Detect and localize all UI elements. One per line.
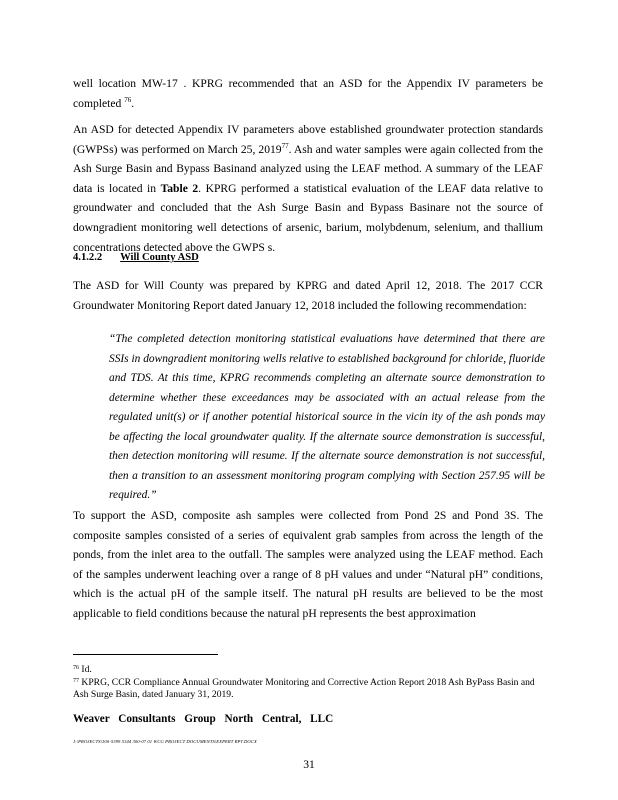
table-reference: Table 2 xyxy=(160,181,199,195)
section-number: 4.1.2.2 xyxy=(73,252,103,263)
footnote-ref-77[interactable]: 77 xyxy=(281,141,289,150)
asd-paragraph: An ASD for detected Appendix IV parameters above established groundwater protection standards (GWPSs) was performed on March 25, 2019$^{77}$. Ash and water samples were again collected from the Ash Surge Basin and Bypass Basinand analyzed using the LEAF method. A summary of the LEAF data is located in Table 2. KPRG performed a statistical evaluation of the LEAF data relative to groundwater and concluded that the Ash Surge Basin and Bypass Basinare not the source of downgradient monitoring well detections of arsenic, barium, molybdenum, selenium, and thallium concentrations detected above the GWPS s. xyxy=(73,123,543,254)
will-county-paragraph: The ASD for Will County was prepared by KPRG and dated April 12, 2018. The 2017 CCR Groundwater Monitoring Report dated January 12, 2018 included the following recommendation: xyxy=(73,279,543,312)
footnote-77: $^{77}$ KPRG, CCR Compliance Annual Groundwater Monitoring and Corrective Action Report 2018 Ash ByPass Basin and Ash Surge Basin, dated January 31, 2019. xyxy=(73,677,535,701)
footnote-76: $^{76}$ Id. xyxy=(73,664,92,675)
file-path: J:\PROJECTS\300-5399 5344 300-07 01 WCG PROJECT DOCUMENTS\EXPERT RPT.DOCX xyxy=(73,739,257,744)
page-number: 31 xyxy=(303,758,315,771)
recommendation-quote: “The completed detection monitoring statistical evaluations have determined that there are SSIs in downgradient monitoring wells relative to established background for chloride, fluoride and TDS. At this time, KPRG recommends completing an alternate source demonstration to determine whether these exceedances may be associated with an actual release from the regulated unit(s) or if another potential historical source in the vicin ity of the ash ponds may be affecting the local groundwater quality. If the alternate source demonstration is successful, then detection monitoring will resume. If the alternate source demonstration is not successful, then a transition to an assessment monitoring program complying with Section 257.95 will be required.” xyxy=(109,333,545,501)
intro-paragraph: well location MW-17 . KPRG recommended that an ASD for the Appendix IV parameters be completed $^{76}$. xyxy=(73,77,543,110)
company-footer: Weaver Consultants Group North Central, LLC xyxy=(73,713,334,725)
section-heading xyxy=(73,252,205,263)
footnote-ref-76[interactable]: 76 xyxy=(124,95,132,104)
support-paragraph: To support the ASD, composite ash samples were collected from Pond 2S and Pond 3S. The composite samples consisted of a series of equivalent grab samples from across the length of the ponds, from the inlet area to the outfall. The samples were analyzed using the LEAF method. Each of the samples underwent leaching over a range of 8 pH values and under “Natural pH” conditions, which is the actual pH of the sample itself. The natural pH results are believed to be the most applicable to field conditions because the natural pH represents the best approximation xyxy=(73,509,543,620)
footnote-divider xyxy=(73,654,218,655)
section-title: Will County ASD xyxy=(120,252,199,263)
